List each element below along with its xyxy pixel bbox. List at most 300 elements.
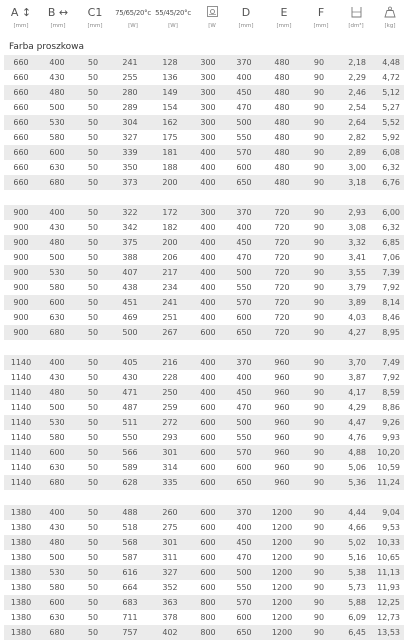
table-cell: 600 [190, 535, 226, 550]
outlet-box-icon [207, 6, 218, 21]
table-cell: 300 [190, 85, 226, 100]
table-row [4, 550, 404, 565]
table-cell: 900 [4, 265, 38, 280]
table-cell: 400 [38, 55, 76, 70]
table-cell: 11,13 [370, 565, 404, 580]
col-d-unit: [mm] [238, 23, 254, 29]
table-cell: 5,92 [382, 133, 400, 142]
table-cell: 90 [313, 613, 325, 622]
table-cell: 200 [150, 235, 190, 250]
col-b-unit: [mm] [50, 23, 66, 29]
table-cell: 300 [200, 133, 216, 142]
table-cell: 6,32 [382, 223, 400, 232]
table-cell: 10,59 [377, 463, 400, 472]
table-cell: 90 [302, 145, 336, 160]
table-cell: 50 [87, 133, 99, 142]
table-cell: 300 [190, 205, 226, 220]
table-cell: 480 [38, 385, 76, 400]
table-cell: 550 [122, 433, 138, 442]
col-d-header [228, 6, 264, 30]
table-cell: 90 [302, 475, 336, 490]
table-cell: 400 [190, 295, 226, 310]
table-cell: 530 [38, 115, 76, 130]
table-cell: 1380 [4, 565, 38, 580]
col-c1-header [78, 6, 112, 30]
table-cell: 1380 [10, 553, 32, 562]
table-cell: 275 [162, 523, 178, 532]
table-cell: 400 [236, 523, 252, 532]
table-row [4, 160, 404, 175]
table-cell: 720 [274, 313, 290, 322]
table-cell: 9,93 [382, 433, 400, 442]
table-cell: 570 [226, 595, 262, 610]
table-cell: 12,73 [377, 613, 400, 622]
table-cell: 4,44 [336, 505, 370, 520]
table-cell: 3,32 [336, 235, 370, 250]
table-cell: 370 [226, 355, 262, 370]
table-cell: 3,00 [348, 163, 366, 172]
table-cell: 480 [274, 133, 290, 142]
table-cell: 1200 [271, 553, 293, 562]
table-cell: 600 [200, 433, 216, 442]
table-cell: 90 [313, 583, 325, 592]
table-cell: 660 [4, 175, 38, 190]
col-power75-header [112, 6, 154, 30]
table-cell: 8,14 [370, 295, 404, 310]
table-cell: 50 [76, 175, 110, 190]
col-power55-unit: [W] [168, 23, 178, 29]
table-cell: 9,53 [382, 523, 400, 532]
table-cell: 50 [76, 235, 110, 250]
table-cell: 300 [190, 115, 226, 130]
table-cell: 1140 [10, 373, 32, 382]
table-cell: 13,53 [370, 625, 404, 640]
table-cell: 50 [87, 223, 99, 232]
table-cell: 50 [76, 535, 110, 550]
table-cell: 1140 [4, 445, 38, 460]
table-cell: 7,39 [370, 265, 404, 280]
table-row [4, 430, 404, 445]
table-cell: 480 [274, 73, 290, 82]
table-cell: 90 [313, 373, 325, 382]
table-cell: 1200 [262, 625, 302, 640]
table-cell: 4,03 [348, 313, 366, 322]
table-cell: 1140 [10, 403, 32, 412]
table-cell: 301 [150, 535, 190, 550]
table-cell: 90 [302, 415, 336, 430]
table-cell: 400 [200, 373, 216, 382]
table-cell: 407 [110, 265, 150, 280]
table-row [4, 445, 404, 460]
table-cell: 600 [200, 553, 216, 562]
table-cell: 630 [49, 313, 65, 322]
col-weight-unit: [kg] [384, 23, 396, 29]
table-cell: 181 [150, 145, 190, 160]
table-cell: 128 [150, 55, 190, 70]
table-cell: 450 [226, 85, 262, 100]
table-cell: 471 [110, 385, 150, 400]
group-spacer [4, 340, 404, 355]
table-row [4, 355, 404, 370]
table-cell: 600 [190, 505, 226, 520]
table-cell: 500 [226, 115, 262, 130]
table-cell: 322 [110, 205, 150, 220]
table-cell: 90 [313, 553, 325, 562]
col-b-header [40, 6, 76, 30]
table-cell: 90 [313, 133, 325, 142]
table-cell: 6,00 [370, 205, 404, 220]
table-cell: 757 [110, 625, 150, 640]
table-cell: 550 [236, 133, 252, 142]
table-cell: 388 [122, 253, 138, 262]
table-cell: 5,52 [370, 115, 404, 130]
table-cell: 50 [76, 415, 110, 430]
table-row [4, 130, 404, 145]
table-cell: 90 [302, 355, 336, 370]
table-cell: 580 [49, 133, 65, 142]
table-cell: 1380 [10, 583, 32, 592]
table-cell: 90 [302, 535, 336, 550]
table-cell: 5,02 [336, 535, 370, 550]
table-cell: 480 [38, 85, 76, 100]
table-cell: 50 [87, 613, 99, 622]
table-cell: 280 [110, 85, 150, 100]
table-cell: 580 [49, 283, 65, 292]
table-cell: 400 [200, 283, 216, 292]
col-power75-symbol: 75/65/20°c [115, 9, 151, 17]
table-cell: 430 [49, 373, 65, 382]
table-cell: 301 [150, 445, 190, 460]
table-cell: 50 [76, 115, 110, 130]
table-cell: 350 [122, 163, 138, 172]
table-cell: 568 [110, 535, 150, 550]
table-cell: 680 [38, 625, 76, 640]
table-cell: 500 [49, 103, 65, 112]
table-cell: 90 [302, 325, 336, 340]
table-cell: 650 [226, 625, 262, 640]
table-cell: 430 [49, 523, 65, 532]
table-cell: 50 [76, 475, 110, 490]
table-cell: 400 [236, 373, 252, 382]
table-cell: 7,92 [382, 373, 400, 382]
table-cell: 550 [236, 433, 252, 442]
table-cell: 5,88 [336, 595, 370, 610]
col-weight-header [372, 6, 408, 30]
table-cell: 90 [302, 175, 336, 190]
table-cell: 480 [274, 163, 290, 172]
table-cell: 600 [190, 565, 226, 580]
table-row [4, 400, 404, 415]
table-cell: 4,66 [348, 523, 366, 532]
table-cell: 9,04 [370, 505, 404, 520]
table-cell: 580 [49, 583, 65, 592]
table-cell: 616 [110, 565, 150, 580]
table-cell: 402 [150, 625, 190, 640]
table-cell: 375 [110, 235, 150, 250]
table-cell: 720 [274, 253, 290, 262]
table-row [4, 310, 404, 325]
table-cell: 600 [190, 475, 226, 490]
table-cell: 3,70 [336, 355, 370, 370]
table-cell: 711 [122, 613, 138, 622]
table-cell: 800 [190, 595, 226, 610]
table-cell: 50 [76, 445, 110, 460]
table-cell: 1200 [271, 583, 293, 592]
table-cell: 50 [76, 385, 110, 400]
col-capacity-header [338, 6, 374, 30]
table-cell: 630 [49, 613, 65, 622]
table-cell: 600 [236, 313, 252, 322]
table-cell: 182 [162, 223, 178, 232]
table-cell: 370 [226, 505, 262, 520]
table-cell: 216 [150, 355, 190, 370]
col-d-symbol: D [241, 6, 251, 19]
table-cell: 4,76 [348, 433, 366, 442]
table-cell: 630 [49, 463, 65, 472]
table-cell: 800 [190, 625, 226, 640]
table-cell: 250 [150, 385, 190, 400]
table-cell: 680 [38, 325, 76, 340]
table-cell: 339 [110, 145, 150, 160]
table-cell: 1200 [271, 523, 293, 532]
table-cell: 4,47 [336, 415, 370, 430]
table-cell: 267 [150, 325, 190, 340]
table-row [4, 220, 404, 235]
table-cell: 7,06 [382, 253, 400, 262]
table-cell: 400 [38, 355, 76, 370]
table-cell: 50 [87, 403, 99, 412]
table-cell: 90 [313, 403, 325, 412]
table-cell: 600 [200, 403, 216, 412]
table-cell: 327 [150, 565, 190, 580]
table-cell: 90 [313, 253, 325, 262]
table-cell: 90 [302, 205, 336, 220]
table-cell: 6,76 [370, 175, 404, 190]
table-cell: 1140 [4, 415, 38, 430]
table-cell: 8,95 [370, 325, 404, 340]
table-cell: 314 [162, 463, 178, 472]
table-cell: 600 [236, 163, 252, 172]
table-cell: 90 [302, 235, 336, 250]
table-cell: 206 [162, 253, 178, 262]
table-cell: 530 [38, 565, 76, 580]
table-cell: 500 [226, 265, 262, 280]
table-cell: 3,41 [348, 253, 366, 262]
table-row [4, 235, 404, 250]
table-cell: 2,93 [336, 205, 370, 220]
table-row [4, 520, 404, 535]
table-cell: 900 [4, 205, 38, 220]
table-cell: 50 [87, 463, 99, 472]
table-cell: 960 [274, 403, 290, 412]
table-row [4, 580, 404, 595]
table-cell: 683 [110, 595, 150, 610]
table-cell: 1380 [4, 625, 38, 640]
table-cell: 630 [49, 163, 65, 172]
table-cell: 480 [262, 115, 302, 130]
table-cell: 136 [162, 73, 178, 82]
table-header [0, 0, 408, 44]
table-cell: 241 [150, 295, 190, 310]
table-cell: 300 [200, 103, 216, 112]
table-row [4, 610, 404, 625]
table-cell: 373 [110, 175, 150, 190]
table-cell: 90 [313, 313, 325, 322]
table-cell: 370 [226, 205, 262, 220]
table-cell: 1380 [10, 523, 32, 532]
table-cell: 50 [87, 433, 99, 442]
table-cell: 566 [110, 445, 150, 460]
table-cell: 720 [262, 265, 302, 280]
table-cell: 1140 [4, 355, 38, 370]
table-cell: 3,79 [348, 283, 366, 292]
table-cell: 251 [162, 313, 178, 322]
table-cell: 450 [226, 235, 262, 250]
table-cell: 90 [313, 433, 325, 442]
table-cell: 480 [262, 175, 302, 190]
table-cell: 480 [262, 145, 302, 160]
table-cell: 90 [302, 505, 336, 520]
table-cell: 720 [262, 325, 302, 340]
table-cell: 370 [226, 55, 262, 70]
table-cell: 335 [150, 475, 190, 490]
table-cell: 3,89 [336, 295, 370, 310]
table-cell: 234 [162, 283, 178, 292]
col-f-unit: [mm] [313, 23, 329, 29]
table-cell: 430 [49, 223, 65, 232]
table-row [4, 370, 404, 385]
table-cell: 480 [38, 235, 76, 250]
table-cell: 90 [302, 115, 336, 130]
table-row [4, 595, 404, 610]
table-cell: 5,16 [348, 553, 366, 562]
table-cell: 5,38 [336, 565, 370, 580]
table-cell: 289 [122, 103, 138, 112]
table-cell: 12,25 [370, 595, 404, 610]
table-cell: 90 [302, 565, 336, 580]
table-cell: 352 [162, 583, 178, 592]
table-cell: 600 [190, 415, 226, 430]
table-cell: 10,20 [370, 445, 404, 460]
table-cell: 800 [200, 613, 216, 622]
table-cell: 50 [87, 583, 99, 592]
table-cell: 50 [76, 565, 110, 580]
table-cell: 2,54 [348, 103, 366, 112]
table-cell: 50 [76, 295, 110, 310]
col-b-symbol: B ↔ [47, 6, 69, 19]
table-cell: 172 [150, 205, 190, 220]
table-row [4, 85, 404, 100]
table-cell: 5,36 [336, 475, 370, 490]
table-cell: 50 [87, 553, 99, 562]
table-row [4, 265, 404, 280]
table-cell: 600 [38, 595, 76, 610]
table-cell: 255 [122, 73, 138, 82]
table-cell: 5,06 [348, 463, 366, 472]
table-cell: 8,46 [382, 313, 400, 322]
table-cell: 600 [200, 583, 216, 592]
table-cell: 450 [226, 385, 262, 400]
table-cell: 500 [49, 253, 65, 262]
table-cell: 570 [226, 145, 262, 160]
table-cell: 50 [87, 103, 99, 112]
table-cell: 5,12 [370, 85, 404, 100]
table-cell: 50 [87, 73, 99, 82]
table-cell: 90 [302, 445, 336, 460]
table-cell: 4,48 [370, 55, 404, 70]
table-cell: 720 [262, 295, 302, 310]
table-cell: 1380 [10, 613, 32, 622]
table-cell: 960 [262, 355, 302, 370]
table-cell: 363 [150, 595, 190, 610]
table-cell: 200 [150, 175, 190, 190]
table-cell: 400 [38, 505, 76, 520]
table-cell: 6,09 [348, 613, 366, 622]
table-cell: 311 [162, 553, 178, 562]
table-cell: 488 [110, 505, 150, 520]
table-row [4, 295, 404, 310]
table-cell: 4,88 [336, 445, 370, 460]
table-cell: 660 [13, 73, 29, 82]
table-cell: 90 [313, 163, 325, 172]
table-cell: 400 [190, 175, 226, 190]
table-row [4, 175, 404, 190]
col-a-unit: [mm] [13, 23, 29, 29]
table-cell: 600 [236, 613, 252, 622]
table-cell: 660 [4, 115, 38, 130]
table-cell: 272 [150, 415, 190, 430]
group-spacer [4, 190, 404, 205]
table-cell: 660 [13, 103, 29, 112]
table-cell: 960 [262, 385, 302, 400]
table-cell: 600 [190, 325, 226, 340]
table-cell: 90 [302, 85, 336, 100]
table-cell: 90 [302, 265, 336, 280]
table-row [4, 325, 404, 340]
table-cell: 2,64 [336, 115, 370, 130]
table-cell: 470 [236, 253, 252, 262]
table-cell: 960 [274, 433, 290, 442]
table-row [4, 475, 404, 490]
table-row [4, 70, 404, 85]
table-cell: 500 [226, 565, 262, 580]
table-cell: 438 [122, 283, 138, 292]
table-cell: 650 [226, 475, 262, 490]
table-cell: 2,29 [348, 73, 366, 82]
table-cell: 570 [226, 295, 262, 310]
table-row [4, 250, 404, 265]
col-f-symbol: F [317, 6, 325, 19]
table-cell: 8,59 [370, 385, 404, 400]
table-cell: 680 [38, 475, 76, 490]
col-capacity-unit: [dm³] [348, 23, 364, 29]
table-cell: 50 [76, 505, 110, 520]
table-cell: 587 [122, 553, 138, 562]
table-cell: 342 [122, 223, 138, 232]
table-cell: 720 [274, 283, 290, 292]
table-cell: 293 [162, 433, 178, 442]
table-cell: 480 [262, 55, 302, 70]
table-cell: 50 [76, 265, 110, 280]
table-cell: 1200 [262, 565, 302, 580]
table-cell: 154 [162, 103, 178, 112]
table-cell: 50 [76, 355, 110, 370]
table-cell: 650 [226, 175, 262, 190]
table-cell: 1140 [10, 433, 32, 442]
table-cell: 304 [110, 115, 150, 130]
table-cell: 4,17 [336, 385, 370, 400]
table-row [4, 535, 404, 550]
